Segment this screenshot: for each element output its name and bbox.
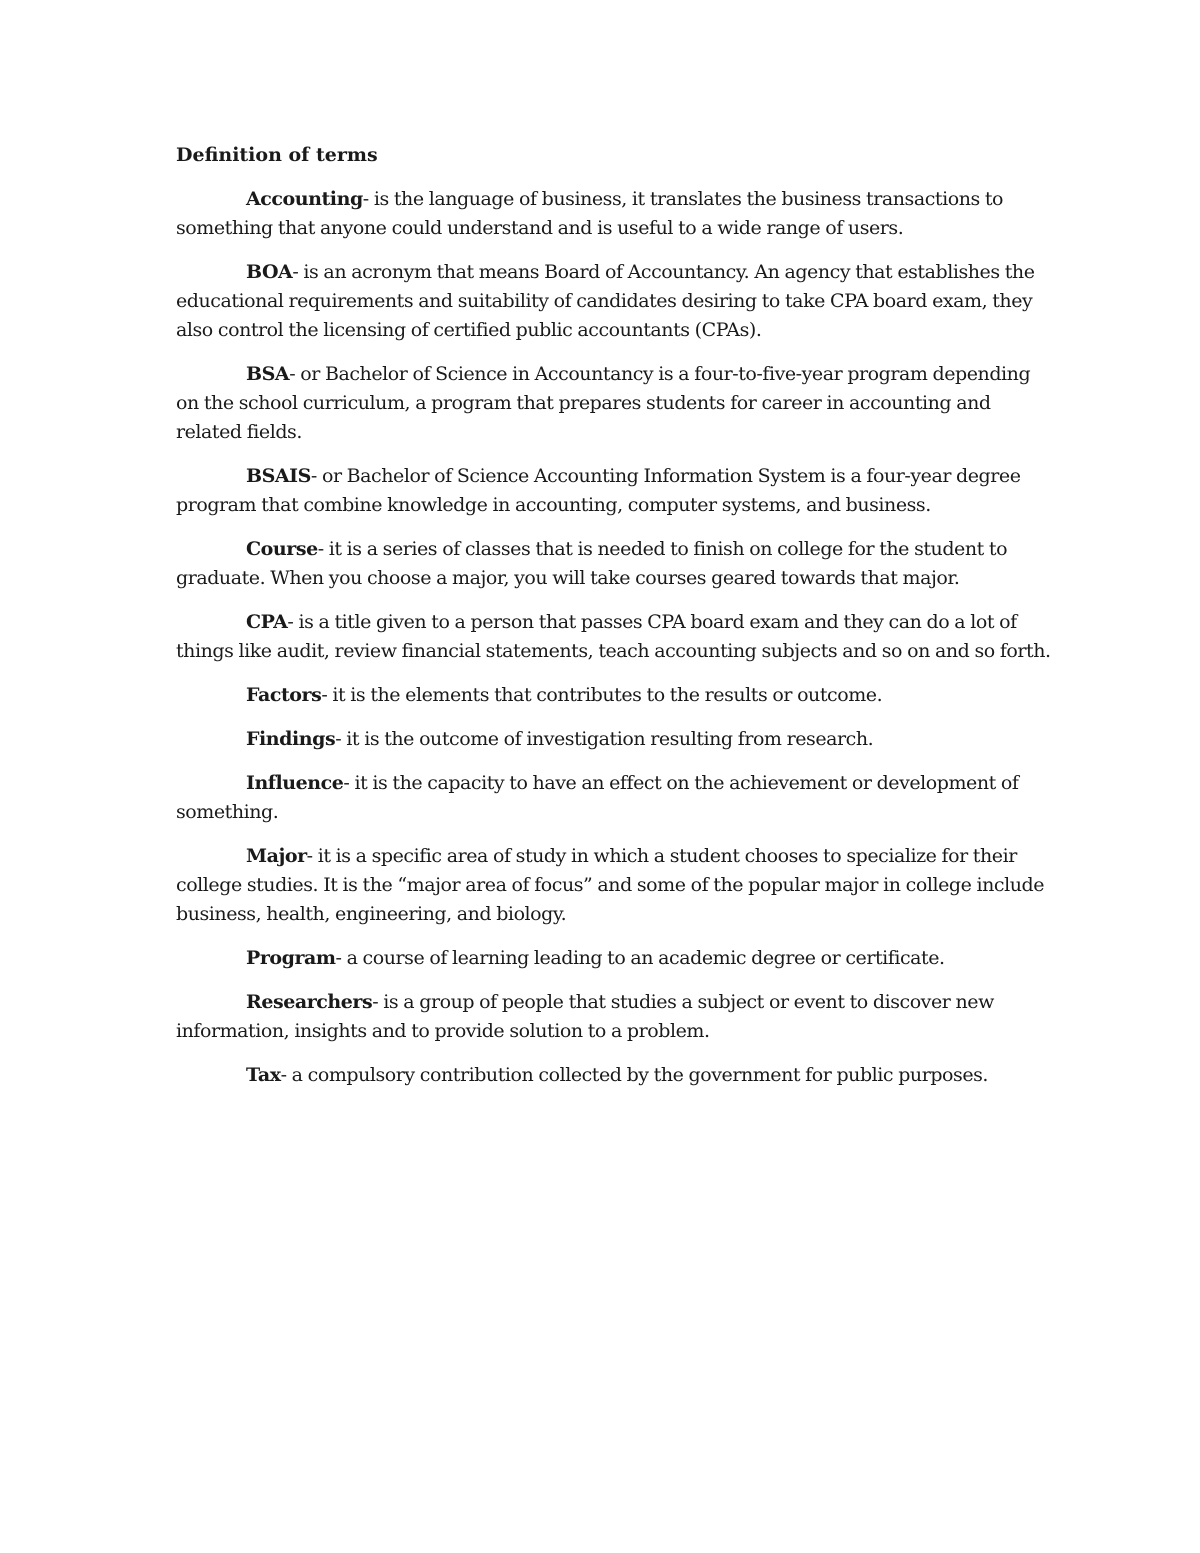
definition: - a course of learning leading to an academic degree or certificate. <box>335 947 945 969</box>
definition: - is an acronym that means Board of Accountancy. An agency that establishes the educational requirements and suitability of candidates desiring to take CPA board exam, they also control the licensing of certified public accountants (CPAs). <box>176 261 1035 341</box>
term: CPA <box>246 611 288 633</box>
definition-entry <box>176 258 1056 345</box>
definition-entry <box>176 185 1056 243</box>
definition-entry <box>176 944 1056 973</box>
term: Major <box>246 845 307 867</box>
definition: - it is a series of classes that is needed to finish on college for the student to graduate. When you choose a major, you will take courses geared towards that major. <box>176 538 1008 589</box>
definition: - or Bachelor of Science Accounting Information System is a four-year degree program that combine knowledge in accounting, computer systems, and business. <box>176 465 1021 516</box>
term: Influence <box>246 772 344 794</box>
term: Findings <box>246 728 336 750</box>
definition: - is a title given to a person that passes CPA board exam and they can do a lot of things like audit, review financial statements, teach accounting subjects and so on and so forth. <box>176 611 1051 662</box>
definition: - it is a specific area of study in which a student chooses to specialize for their college studies. It is the “major area of focus” and some of the popular major in college include business, health, engineering, and biology. <box>176 845 1045 925</box>
definition-entry <box>176 535 1056 593</box>
definition-entry <box>176 681 1056 710</box>
definition: - or Bachelor of Science in Accountancy is a four-to-five-year program depending on the school curriculum, a program that prepares students for career in accounting and related fields. <box>176 363 1031 443</box>
definition: - a compulsory contribution collected by the government for public purposes. <box>280 1064 989 1086</box>
definition: - it is the capacity to have an effect on the achievement or development of something. <box>176 772 1019 823</box>
definition-entry <box>176 360 1056 447</box>
term: Factors <box>246 684 322 706</box>
term: Accounting <box>246 188 363 210</box>
term: Course <box>246 538 318 560</box>
document-body <box>176 140 1056 1105</box>
definition-entry <box>176 988 1056 1046</box>
term: Program <box>246 947 336 969</box>
term: BSAIS <box>246 465 311 487</box>
term: Tax <box>246 1064 281 1086</box>
definition-entry <box>176 608 1056 666</box>
term: BSA <box>246 363 290 385</box>
definition-entry <box>176 842 1056 929</box>
term: Researchers <box>246 991 373 1013</box>
definition: - it is the elements that contributes to the results or outcome. <box>321 684 883 706</box>
definition: - it is the outcome of investigation resulting from research. <box>335 728 874 750</box>
definition-entry <box>176 462 1056 520</box>
document-heading: Definition of terms <box>176 144 378 166</box>
definition: - is the language of business, it translates the business transactions to something that anyone could understand and is useful to a wide range of users. <box>176 188 1004 239</box>
definition-entry <box>176 725 1056 754</box>
definition-entry <box>176 1061 1056 1090</box>
definition: - is a group of people that studies a subject or event to discover new information, insights and to provide solution to a problem. <box>176 991 994 1042</box>
term: BOA <box>246 261 293 283</box>
definition-entry <box>176 769 1056 827</box>
